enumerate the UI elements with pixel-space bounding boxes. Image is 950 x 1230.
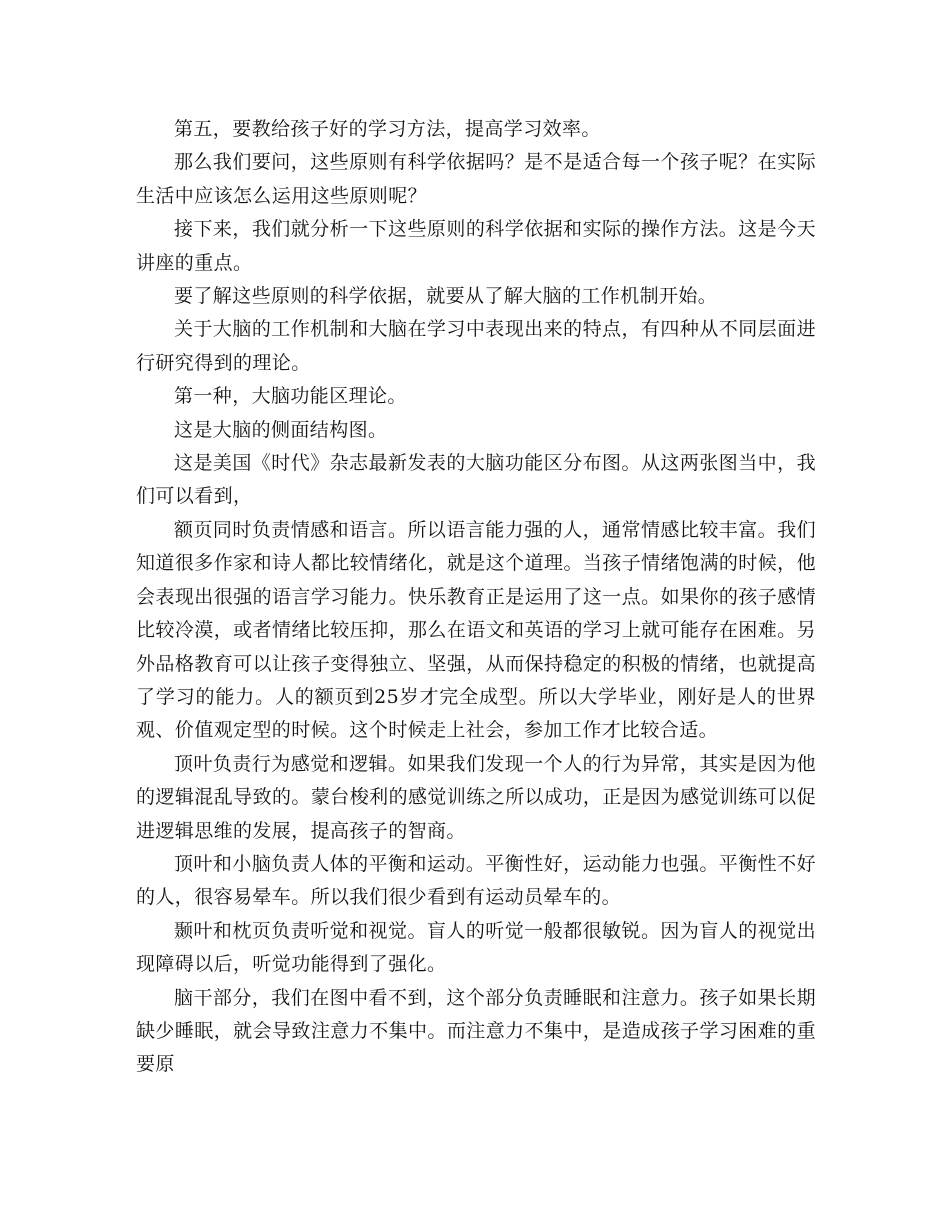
paragraph: 接下来，我们就分析一下这些原则的科学依据和实际的操作方法。这是今天讲座的重点。 xyxy=(136,218,816,274)
paragraph: 颞叶和枕页负责听觉和视觉。盲人的听觉一般都很敏锐。因为盲人的视觉出现障碍以后，听觉功能得到了强化。 xyxy=(136,919,816,976)
paragraph: 这是大脑的侧面结构图。 xyxy=(174,418,388,441)
paragraph: 额页同时负责情感和语言。所以语言能力强的人，通常情感比较丰富。我们知道很多作家和诗人都比较情绪化，就是这个道理。当孩子情绪饱满的时候，他会表现出很强的语言学习能力。快乐教育正是运用了这一点。如果你的孩子感情比较冷漠，或者情绪比较压抑，那么在语文和英语的学习上就可能存在困难。另外品格教育可以让孩子变得独立、坚强，从而保持稳定的积极的情绪，也就提高了学习的能力。人的额页到25岁才完全成型。所以大学毕业，刚好是人的世界观、价值观定型的时候。这个时候走上社会，参加工作才比较合适。 xyxy=(136,518,816,742)
paragraph: 关于大脑的工作机制和大脑在学习中表现出来的特点，有四种从不同层面进行研究得到的理论。 xyxy=(136,318,816,374)
document-body xyxy=(136,113,816,1082)
paragraph: 要了解这些原则的科学依据，就要从了解大脑的工作机制开始。 xyxy=(174,285,718,308)
paragraph: 顶叶负责行为感觉和逻辑。如果我们发现一个人的行为异常，其实是因为他的逻辑混乱导致的。蒙台梭利的感觉训练之所以成功，正是因为感觉训练可以促进逻辑思维的发展，提高孩子的智商。 xyxy=(136,752,816,842)
paragraph: 第五，要教给孩子好的学习方法，提高学习效率。 xyxy=(174,118,601,140)
paragraph: 第一种，大脑功能区理论。 xyxy=(174,385,407,408)
paragraph: 顶叶和小脑负责人体的平衡和运动。平衡性好，运动能力也强。平衡性不好的人，很容易晕车。所以我们很少看到有运动员晕车的。 xyxy=(136,852,816,909)
paragraph: 那么我们要问，这些原则有科学依据吗？是不是适合每一个孩子呢？在实际生活中应该怎么运用这些原则呢？ xyxy=(136,151,816,207)
paragraph: 脑干部分，我们在图中看不到，这个部分负责睡眠和注意力。孩子如果长期缺少睡眠，就会导致注意力不集中。而注意力不集中，是造成孩子学习困难的重要原 xyxy=(136,986,816,1076)
paragraph: 这是美国《时代》杂志最新发表的大脑功能区分布图。从这两张图当中，我们可以看到， xyxy=(136,452,816,508)
